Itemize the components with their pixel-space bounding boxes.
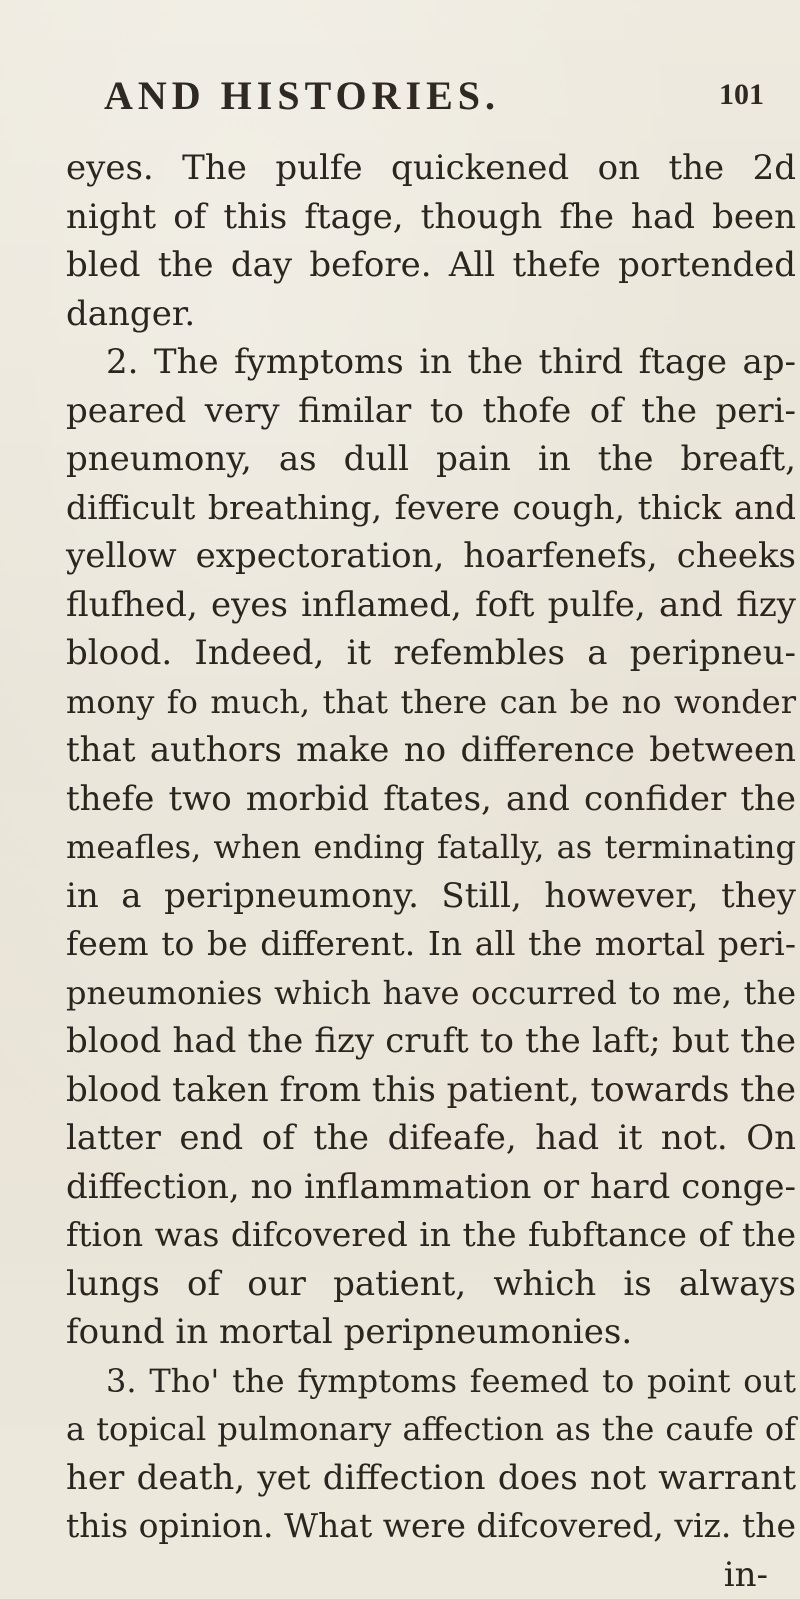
text-line: mony fo much, that there can be no wonder [66, 678, 796, 727]
text-line: latter end of the difeafe, had it not. On [66, 1114, 796, 1163]
text-line: flufhed, eyes inflamed, foft pulfe, and fizy [66, 581, 796, 630]
text-line: night of this ftage, though fhe had been [66, 193, 796, 242]
text-line: her death, yet diffection does not warrant [66, 1454, 796, 1503]
text-line: bled the day before. All thefe portended [66, 241, 796, 290]
text-line: blood taken from this patient, towards the [66, 1066, 796, 1115]
text-line: feem to be different. In all the mortal peri- [66, 920, 796, 969]
text-line: thefe two morbid ftates, and confider the [66, 775, 796, 824]
running-head: AND HISTORIES. [104, 72, 500, 119]
text-line: pneumonies which have occurred to me, the [66, 969, 796, 1018]
text-line: eyes. The pulfe quickened on the 2d [66, 144, 796, 193]
text-line: meafles, when ending fatally, as terminating [66, 823, 796, 872]
text-line: danger. [66, 290, 796, 339]
text-line: blood had the fizy cruft to the laft; but the [66, 1017, 796, 1066]
page-number: 101 [719, 78, 764, 112]
text-line: peared very fimilar to thofe of the peri- [66, 387, 796, 436]
page-header [104, 72, 764, 122]
text-line: ftion was difcovered in the fubftance of the [66, 1211, 796, 1260]
text-line: this opinion. What were difcovered, viz. the [66, 1502, 796, 1551]
text-line: yellow expectoration, hoarfenefs, cheeks [66, 532, 796, 581]
text-line: in a peripneumony. Still, however, they [66, 872, 796, 921]
text-line: lungs of our patient, which is always [66, 1260, 796, 1309]
catchword: in- [66, 1551, 796, 1599]
body-text [66, 144, 796, 1599]
text-line: 3. Tho' the fymptoms feemed to point out [66, 1357, 796, 1406]
text-line: pneumony, as dull pain in the breaft, [66, 435, 796, 484]
text-line: blood. Indeed, it refembles a peripneu- [66, 629, 796, 678]
text-line: a topical pulmonary affection as the caufe of [66, 1405, 796, 1454]
text-line: that authors make no difference between [66, 726, 796, 775]
text-line: 2. The fymptoms in the third ftage ap- [66, 338, 796, 387]
text-line: difficult breathing, fevere cough, thick and [66, 484, 796, 533]
text-line: diffection, no inflammation or hard conge- [66, 1163, 796, 1212]
text-line: found in mortal peripneumonies. [66, 1308, 796, 1357]
